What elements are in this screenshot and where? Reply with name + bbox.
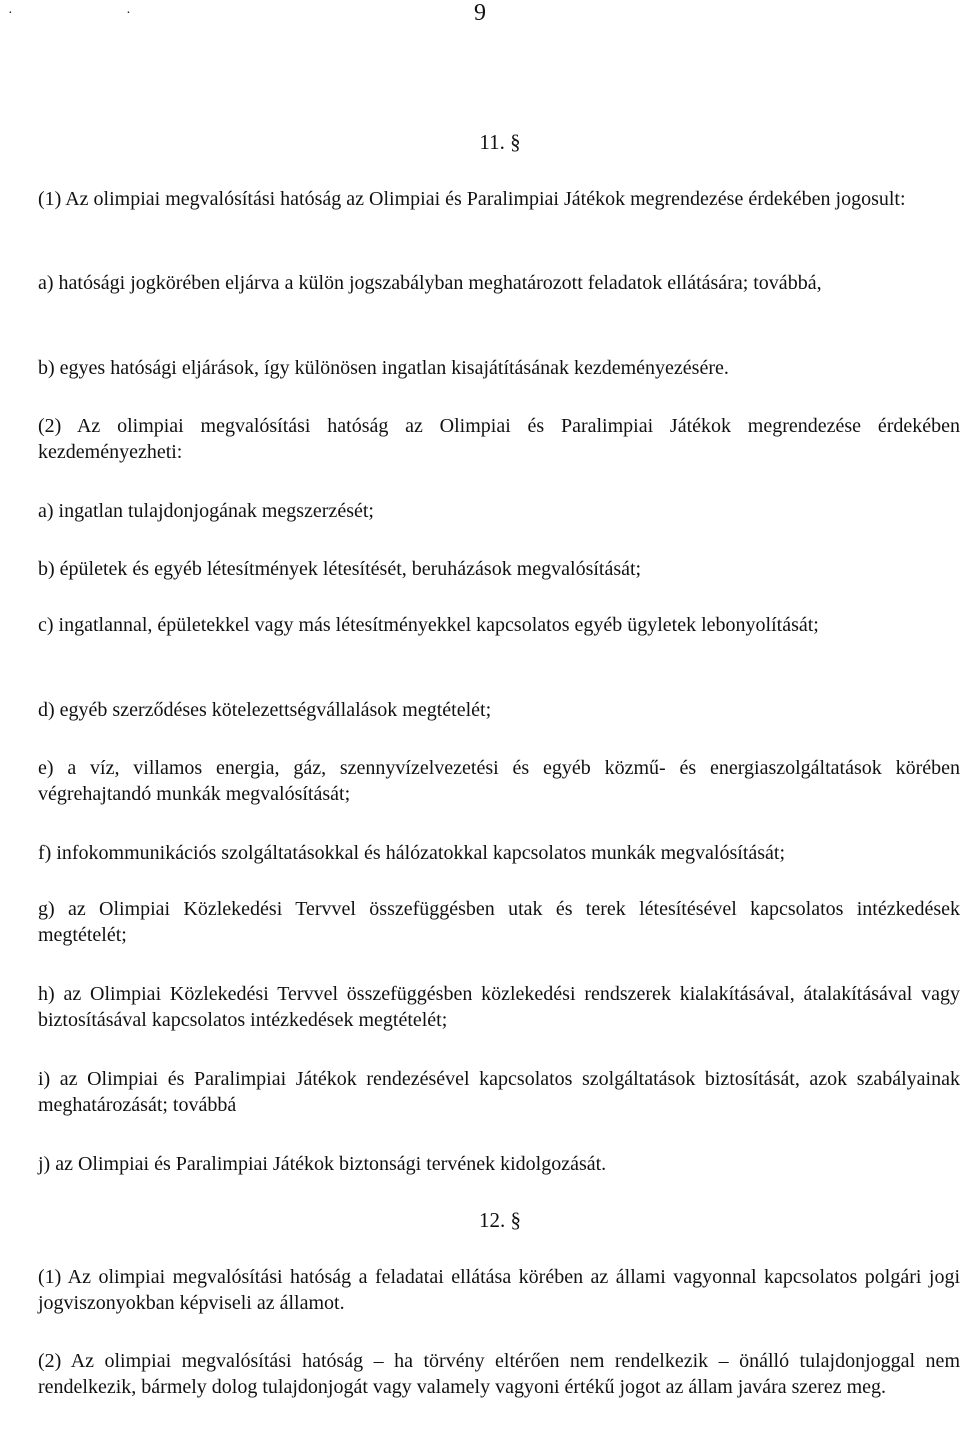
section-11-point-2i: i) az Olimpiai és Paralimpiai Játékok rendezésével kapcsolatos szolgáltatások biztosítását, azok szabályainak meghatározását; továbbá <box>38 1068 960 1116</box>
section-11-paragraph-2: (2) Az olimpiai megvalósítási hatóság az Olimpiai és Paralimpiai Játékok megrendezése érdekében kezdeményezheti: <box>38 415 960 463</box>
section-11-point-2c: c) ingatlannal, épületekkel vagy más létesítményekkel kapcsolatos egyéb ügyletek lebonyolítását; <box>38 614 819 636</box>
section-11-point-2e: e) a víz, villamos energia, gáz, szennyvízelvezetési és egyéb közmű- és energiaszolgáltatások körében végrehajtandó munkák megvalósítását; <box>38 757 960 805</box>
section-12-heading: 12. § <box>479 1208 521 1232</box>
section-11-point-1b: b) egyes hatósági eljárások, így különösen ingatlan kisajátításának kezdeményezésére. <box>38 357 729 379</box>
section-11-point-2g: g) az Olimpiai Közlekedési Tervvel összefüggésben utak és terek létesítésével kapcsolatos intézkedések megtételét; <box>38 898 960 946</box>
section-11-heading: 11. § <box>479 130 521 154</box>
section-11-point-2f: f) infokommunikációs szolgáltatásokkal és hálózatokkal kapcsolatos munkák megvalósítását; <box>38 842 786 864</box>
section-11-point-2a: a) ingatlan tulajdonjogának megszerzését; <box>38 500 374 522</box>
page-number: 9 <box>474 0 486 26</box>
scan-marks: · · <box>8 6 186 21</box>
section-11-point-2d: d) egyéb szerződéses kötelezettségvállalások megtételét; <box>38 699 492 721</box>
section-12-paragraph-1: (1) Az olimpiai megvalósítási hatóság a feladatai ellátása körében az állami vagyonnal kapcsolatos polgári jogi jogviszonyokban képviseli az államot. <box>38 1266 960 1314</box>
section-12-paragraph-2: (2) Az olimpiai megvalósítási hatóság – ha törvény eltérően nem rendelkezik – önálló tulajdonjoggal nem rendelkezik, bármely dolog tulajdonjogát vagy valamely vagyoni értékű jogot az állam javára szerez meg. <box>38 1350 960 1398</box>
section-11-point-1a: a) hatósági jogkörében eljárva a külön jogszabályban meghatározott feladatok ellátására; továbbá, <box>38 272 822 294</box>
section-11-paragraph-1: (1) Az olimpiai megvalósítási hatóság az Olimpiai és Paralimpiai Játékok megrendezése érdekében jogosult: <box>38 188 906 210</box>
section-11-point-2b: b) épületek és egyéb létesítmények létesítését, beruházások megvalósítását; <box>38 558 642 580</box>
section-11-point-2j: j) az Olimpiai és Paralimpiai Játékok biztonsági tervének kidolgozását. <box>38 1153 607 1175</box>
section-11-point-2h: h) az Olimpiai Közlekedési Tervvel összefüggésben közlekedési rendszerek kialakításával, átalakításával vagy biztosításával kapcsolatos intézkedések megtételét; <box>38 983 960 1031</box>
